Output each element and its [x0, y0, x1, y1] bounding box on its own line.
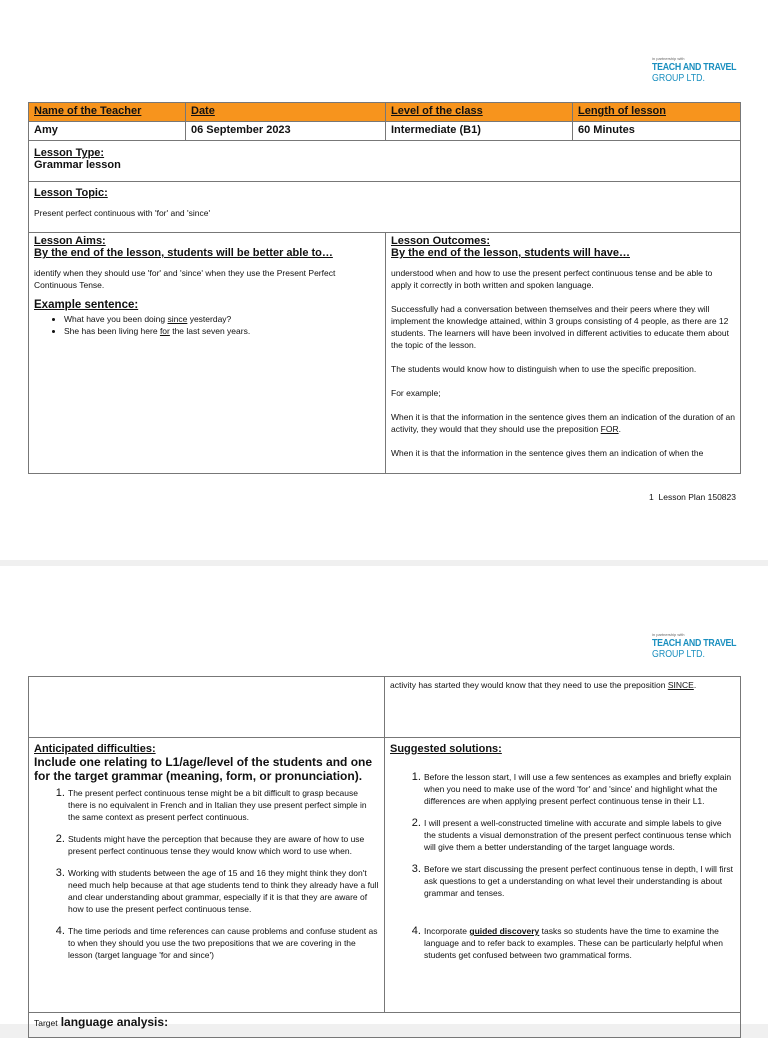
- difficulty-item: 1. The present perfect continuous tense might be a bit difficult to grasp because there is no equivalent in French and in Italian they use present perfect simple in the same context as present perfect continuous.: [68, 787, 379, 823]
- outcome-paragraph: When it is that the information in the sentence gives them an indication of the duration of an activity, they would that they should use the preposition FOR.: [391, 412, 735, 434]
- teacher-value: Amy: [29, 122, 186, 141]
- example-list: [34, 313, 380, 337]
- outcome-paragraph: When it is that the information in the sentence gives them an indication of when the: [391, 448, 704, 458]
- level-value: Intermediate (B1): [386, 122, 573, 141]
- lesson-topic-cell: [29, 182, 741, 233]
- solution-item: 1. Before the lesson start, I will use a few sentences as examples and briefly explain when you need to make use of the word 'for' and 'since' and highlight what the differences are when applying present perfect continuous tense in their L1.: [424, 771, 735, 807]
- suggested-solutions-cell: [385, 738, 741, 1013]
- lesson-plan-table: [28, 102, 741, 474]
- solution-item: 2. I will present a well-constructed timeline with accurate and simple labels to give the students a visual demonstration of the present perfect continuous tense which will give them a better understanding of the target language words.: [424, 817, 735, 853]
- difficulties-label: Anticipated difficulties:: [34, 743, 156, 755]
- difficulty-item: 2. Students might have the perception that because they are aware of how to use present perfect continuous tense they would know which word to use when.: [68, 833, 379, 857]
- date-header: Date: [186, 103, 386, 122]
- lesson-topic-label: Lesson Topic:: [34, 187, 108, 199]
- page-footer: [649, 492, 736, 502]
- anticipated-difficulties-cell: [29, 738, 385, 1013]
- difficulty-item: 4. The time periods and time references can cause problems and confuse student as to when they should you use the two prepositions that we are covering in the lesson (target language 'for and since'): [68, 925, 379, 961]
- company-logo: in partnership with TEACH AND TRAVEL GROUP LTD.: [652, 56, 737, 84]
- target-language-label: language analysis:: [60, 1015, 169, 1029]
- lesson-aims-cell: [29, 233, 386, 474]
- lesson-type-cell: [29, 141, 741, 182]
- teacher-header: Name of the Teacher: [29, 103, 186, 122]
- lesson-topic-value: Present perfect continuous with 'for' and 'since': [34, 208, 211, 218]
- example-sentence-label: Example sentence:: [34, 299, 139, 311]
- difficulties-list: [34, 787, 379, 961]
- aims-continued-cell: [29, 677, 385, 738]
- solution-item: 4. Incorporate guided discovery tasks so students have the time to examine the language and to refer back to examples. These can be particularly helpful when students get confused between two grammatical forms.: [424, 925, 735, 961]
- document-name: Lesson Plan 150823: [658, 492, 736, 502]
- solution-item: 3. Before we start discussing the present perfect continuous tense in depth, I will first ask questions to get a understanding on what level their understanding is about grammar and tenses.: [424, 863, 735, 899]
- example-item: • She has been living here for the last seven years.: [64, 325, 380, 337]
- length-value: 60 Minutes: [573, 122, 741, 141]
- page-2: [0, 566, 768, 1029]
- outcome-paragraph: The students would know how to distinguish when to use the specific preposition.: [391, 364, 697, 374]
- target-prefix: Target: [34, 1018, 58, 1028]
- outcome-paragraph: activity has started they would know that they need to use the preposition SINCE.: [390, 680, 697, 690]
- date-value: 06 September 2023: [186, 122, 386, 141]
- lesson-plan-table-continued: [28, 676, 741, 1038]
- target-language-cell: [29, 1013, 741, 1038]
- lesson-type-label: Lesson Type:: [34, 147, 105, 159]
- difficulties-subtitle: Include one relating to L1/age/level of the students and one for the target grammar (meaning, form, or pronunciation).: [34, 755, 373, 783]
- level-header: Level of the class: [386, 103, 573, 122]
- company-logo: in partnership with TEACH AND TRAVEL GROUP LTD.: [652, 632, 737, 660]
- example-item: • What have you been doing since yesterday?: [64, 313, 380, 325]
- outcome-paragraph: Successfully had a conversation between themselves and their peers where they will implement the knowledge attained, within 3 groups consisting of 4 people, as there are 12 students. The learners will have been involved in different activities to educate them about the topic of the lesson.: [391, 304, 729, 350]
- lesson-aims-subtitle: By the end of the lesson, students will be better able to…: [34, 247, 333, 259]
- length-header: Length of lesson: [573, 103, 741, 122]
- solutions-label: Suggested solutions:: [390, 743, 502, 755]
- outcomes-continued-cell: [385, 677, 741, 738]
- lesson-type-value: Grammar lesson: [34, 159, 121, 171]
- lesson-outcomes-cell: [386, 233, 741, 474]
- lesson-outcomes-subtitle: By the end of the lesson, students will have…: [391, 247, 630, 259]
- solutions-list: [390, 771, 735, 961]
- page-number: 1: [649, 492, 654, 502]
- difficulty-item: 3. Working with students between the age of 15 and 16 they might think they don't need much help because at that age students tend to think they already have a full and clear understanding about grammar, especially if it is that they are aware of how to use the present perfect continuous tense.: [68, 867, 379, 915]
- outcome-paragraph: For example;: [391, 388, 441, 398]
- lesson-outcomes-label: Lesson Outcomes:: [391, 235, 491, 247]
- outcome-paragraph: understood when and how to use the present perfect continuous tense and be able to apply it correctly in both written and spoken language.: [391, 268, 713, 290]
- lesson-aims-label: Lesson Aims:: [34, 235, 106, 247]
- lesson-aims-text: identify when they should use 'for' and 'since' when they use the Present Perfect Continuous Tense.: [34, 268, 336, 290]
